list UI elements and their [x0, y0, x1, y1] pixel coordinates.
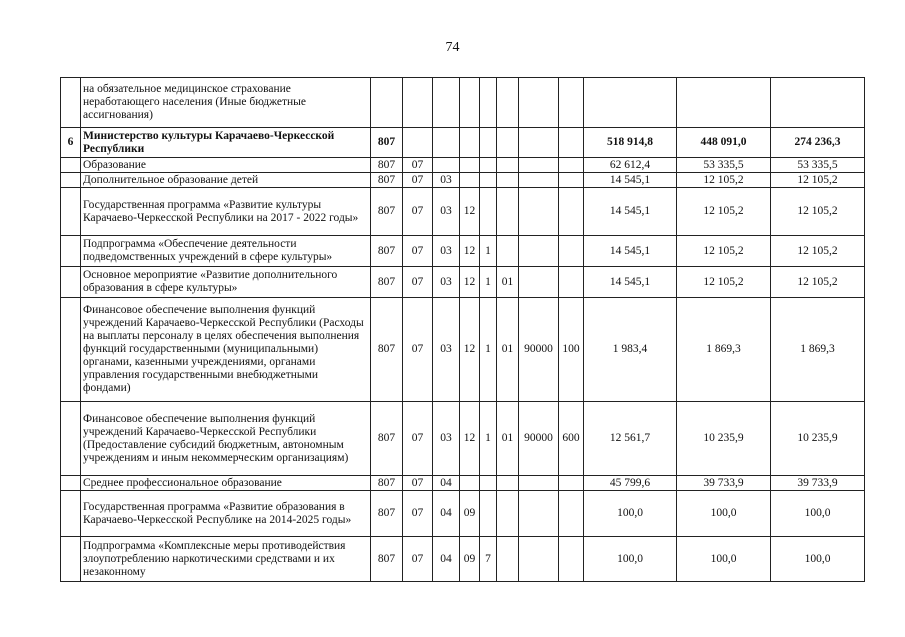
amount-year1-cell [584, 78, 677, 128]
code-rz-cell: 07 [403, 267, 433, 298]
budget-table [60, 77, 865, 582]
code-vr-cell [559, 128, 584, 158]
code-ved-cell: 807 [371, 402, 403, 476]
code-pr-cell [433, 158, 460, 173]
amount-year3-cell: 100,0 [771, 491, 865, 537]
row-number-cell [61, 537, 81, 582]
amount-year3-cell: 100,0 [771, 537, 865, 582]
amount-year2-cell: 448 091,0 [677, 128, 771, 158]
code-om-cell: 01 [497, 402, 519, 476]
table-row [61, 476, 865, 491]
row-number-cell: 6 [61, 128, 81, 158]
code-ved-cell [371, 78, 403, 128]
code-dir-cell [519, 188, 559, 236]
code-gp-cell [460, 128, 480, 158]
amount-year1-cell: 518 914,8 [584, 128, 677, 158]
code-ved-cell: 807 [371, 236, 403, 267]
amount-year1-cell: 100,0 [584, 537, 677, 582]
table-row [61, 188, 865, 236]
row-name-cell: Среднее профессиональное образование [81, 476, 371, 491]
amount-year1-cell: 14 545,1 [584, 188, 677, 236]
code-rz-cell [403, 78, 433, 128]
code-pr-cell: 04 [433, 476, 460, 491]
code-pp-cell [480, 158, 497, 173]
row-number-cell [61, 78, 81, 128]
code-vr-cell [559, 491, 584, 537]
code-rz-cell: 07 [403, 173, 433, 188]
amount-year1-cell: 100,0 [584, 491, 677, 537]
code-om-cell [497, 78, 519, 128]
code-om-cell [497, 476, 519, 491]
code-gp-cell [460, 173, 480, 188]
amount-year1-cell: 45 799,6 [584, 476, 677, 491]
amount-year1-cell: 1 983,4 [584, 298, 677, 402]
code-ved-cell: 807 [371, 158, 403, 173]
amount-year3-cell: 1 869,3 [771, 298, 865, 402]
code-pp-cell [480, 78, 497, 128]
code-rz-cell: 07 [403, 236, 433, 267]
amount-year2-cell: 12 105,2 [677, 173, 771, 188]
row-number-cell [61, 476, 81, 491]
code-gp-cell: 12 [460, 298, 480, 402]
row-name-cell: Финансовое обеспечение выполнения функций учреждений Карачаево-Черкесской Республики (Расходы на выплаты персоналу в целях обеспечения выполнения функций государственными (муниципальными) органами, казенными учреждениями, органами управления государственными внебюджетными фондами) [81, 298, 371, 402]
code-vr-cell [559, 173, 584, 188]
code-om-cell: 01 [497, 267, 519, 298]
code-om-cell [497, 128, 519, 158]
table-row [61, 78, 865, 128]
code-om-cell [497, 173, 519, 188]
amount-year3-cell [771, 78, 865, 128]
code-pr-cell: 03 [433, 402, 460, 476]
code-pp-cell [480, 476, 497, 491]
code-rz-cell: 07 [403, 298, 433, 402]
code-rz-cell [403, 128, 433, 158]
code-gp-cell: 12 [460, 402, 480, 476]
amount-year2-cell: 39 733,9 [677, 476, 771, 491]
code-dir-cell [519, 236, 559, 267]
code-pp-cell: 1 [480, 298, 497, 402]
amount-year3-cell: 12 105,2 [771, 236, 865, 267]
code-dir-cell: 90000 [519, 298, 559, 402]
row-name-cell: на обязательное медицинское страхование неработающего населения (Иные бюджетные ассигнования) [81, 78, 371, 128]
amount-year2-cell: 1 869,3 [677, 298, 771, 402]
code-pr-cell [433, 78, 460, 128]
amount-year3-cell: 53 335,5 [771, 158, 865, 173]
row-number-cell [61, 402, 81, 476]
amount-year3-cell: 12 105,2 [771, 267, 865, 298]
code-pp-cell: 1 [480, 236, 497, 267]
table-row [61, 236, 865, 267]
row-number-cell [61, 491, 81, 537]
code-vr-cell: 100 [559, 298, 584, 402]
code-ved-cell: 807 [371, 173, 403, 188]
code-vr-cell [559, 267, 584, 298]
code-pr-cell: 03 [433, 298, 460, 402]
code-pr-cell: 03 [433, 188, 460, 236]
row-name-cell: Образование [81, 158, 371, 173]
code-rz-cell: 07 [403, 188, 433, 236]
code-gp-cell [460, 78, 480, 128]
code-pr-cell: 03 [433, 267, 460, 298]
amount-year3-cell: 12 105,2 [771, 173, 865, 188]
amount-year2-cell: 100,0 [677, 491, 771, 537]
code-ved-cell: 807 [371, 476, 403, 491]
code-ved-cell: 807 [371, 267, 403, 298]
amount-year2-cell: 10 235,9 [677, 402, 771, 476]
code-pp-cell: 7 [480, 537, 497, 582]
code-om-cell [497, 236, 519, 267]
code-gp-cell: 09 [460, 537, 480, 582]
code-ved-cell: 807 [371, 188, 403, 236]
code-dir-cell [519, 491, 559, 537]
code-pp-cell [480, 188, 497, 236]
amount-year2-cell: 12 105,2 [677, 236, 771, 267]
code-om-cell [497, 188, 519, 236]
code-vr-cell [559, 537, 584, 582]
amount-year2-cell: 53 335,5 [677, 158, 771, 173]
code-ved-cell: 807 [371, 298, 403, 402]
code-pr-cell: 04 [433, 491, 460, 537]
code-pp-cell [480, 173, 497, 188]
row-name-cell: Министерство культуры Карачаево-Черкесской Республики [81, 128, 371, 158]
table-row [61, 537, 865, 582]
amount-year3-cell: 12 105,2 [771, 188, 865, 236]
code-om-cell [497, 491, 519, 537]
budget-table-body [61, 78, 865, 582]
code-gp-cell [460, 158, 480, 173]
code-vr-cell [559, 476, 584, 491]
amount-year1-cell: 14 545,1 [584, 236, 677, 267]
code-ved-cell: 807 [371, 491, 403, 537]
row-name-cell: Подпрограмма «Комплексные меры противодействия злоупотреблению наркотическими средствами и их незаконному [81, 537, 371, 582]
code-gp-cell: 12 [460, 236, 480, 267]
code-ved-cell: 807 [371, 128, 403, 158]
code-om-cell: 01 [497, 298, 519, 402]
code-vr-cell [559, 158, 584, 173]
code-gp-cell [460, 476, 480, 491]
amount-year2-cell: 12 105,2 [677, 267, 771, 298]
code-pr-cell: 03 [433, 173, 460, 188]
code-ved-cell: 807 [371, 537, 403, 582]
code-pp-cell: 1 [480, 267, 497, 298]
table-row [61, 128, 865, 158]
amount-year2-cell [677, 78, 771, 128]
amount-year1-cell: 62 612,4 [584, 158, 677, 173]
code-om-cell [497, 537, 519, 582]
row-number-cell [61, 298, 81, 402]
code-om-cell [497, 158, 519, 173]
table-row [61, 491, 865, 537]
row-name-cell: Основное мероприятие «Развитие дополнительного образования в сфере культуры» [81, 267, 371, 298]
code-dir-cell: 90000 [519, 402, 559, 476]
row-number-cell [61, 158, 81, 173]
page-number: 74 [445, 40, 460, 55]
code-vr-cell [559, 78, 584, 128]
code-dir-cell [519, 476, 559, 491]
table-row [61, 402, 865, 476]
code-pp-cell [480, 128, 497, 158]
amount-year2-cell: 100,0 [677, 537, 771, 582]
amount-year2-cell: 12 105,2 [677, 188, 771, 236]
code-vr-cell [559, 188, 584, 236]
code-rz-cell: 07 [403, 476, 433, 491]
row-number-cell [61, 173, 81, 188]
code-pp-cell: 1 [480, 402, 497, 476]
table-row [61, 173, 865, 188]
code-gp-cell: 09 [460, 491, 480, 537]
code-dir-cell [519, 128, 559, 158]
code-dir-cell [519, 537, 559, 582]
amount-year1-cell: 14 545,1 [584, 267, 677, 298]
row-number-cell [61, 267, 81, 298]
code-dir-cell [519, 267, 559, 298]
code-gp-cell: 12 [460, 188, 480, 236]
code-rz-cell: 07 [403, 537, 433, 582]
code-dir-cell [519, 173, 559, 188]
code-gp-cell: 12 [460, 267, 480, 298]
table-row [61, 158, 865, 173]
row-number-cell [61, 236, 81, 267]
code-rz-cell: 07 [403, 158, 433, 173]
code-pr-cell: 04 [433, 537, 460, 582]
row-number-cell [61, 188, 81, 236]
table-row [61, 267, 865, 298]
amount-year3-cell: 39 733,9 [771, 476, 865, 491]
code-vr-cell [559, 236, 584, 267]
table-row [61, 298, 865, 402]
code-vr-cell: 600 [559, 402, 584, 476]
code-pp-cell [480, 491, 497, 537]
code-dir-cell [519, 78, 559, 128]
code-rz-cell: 07 [403, 402, 433, 476]
code-pr-cell [433, 128, 460, 158]
row-name-cell: Финансовое обеспечение выполнения функций учреждений Карачаево-Черкесской Республики (Предоставление субсидий бюджетным, автономным учреждениям и иным некоммерческим организациям) [81, 402, 371, 476]
amount-year1-cell: 14 545,1 [584, 173, 677, 188]
row-name-cell: Государственная программа «Развитие культуры Карачаево-Черкесской Республики на 2017 - 2022 годы» [81, 188, 371, 236]
code-dir-cell [519, 158, 559, 173]
amount-year1-cell: 12 561,7 [584, 402, 677, 476]
row-name-cell: Государственная программа «Развитие образования в Карачаево-Черкесской Республике на 2014-2025 годы» [81, 491, 371, 537]
row-name-cell: Дополнительное образование детей [81, 173, 371, 188]
amount-year3-cell: 274 236,3 [771, 128, 865, 158]
code-pr-cell: 03 [433, 236, 460, 267]
amount-year3-cell: 10 235,9 [771, 402, 865, 476]
row-name-cell: Подпрограмма «Обеспечение деятельности подведомственных учреждений в сфере культуры» [81, 236, 371, 267]
code-rz-cell: 07 [403, 491, 433, 537]
